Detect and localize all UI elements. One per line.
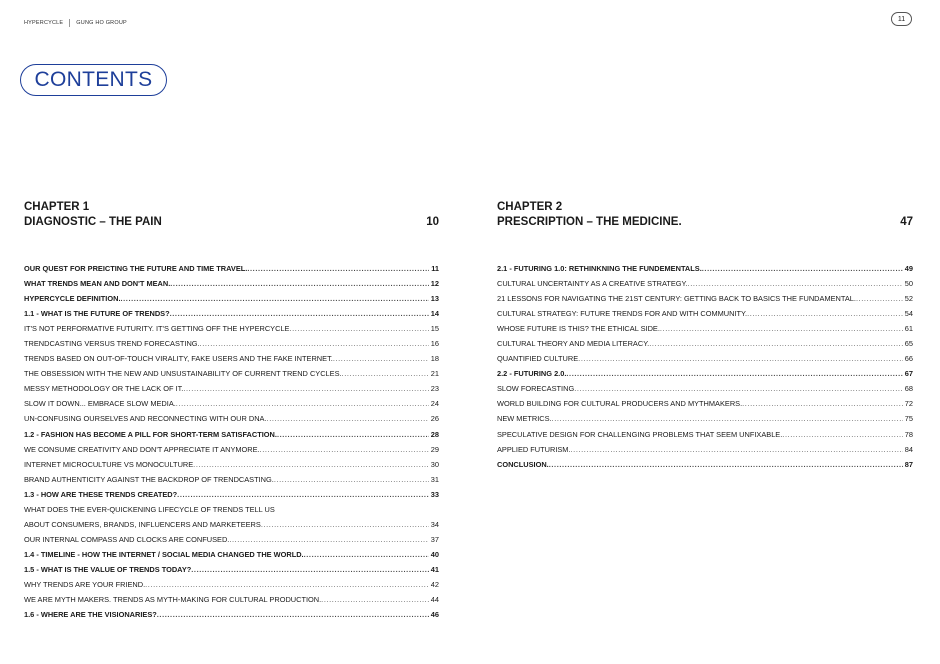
toc-entry[interactable]	[24, 399, 439, 414]
toc-entry-page: 78	[904, 429, 913, 439]
dot-leader	[574, 384, 903, 393]
chapter-2-page: 47	[900, 216, 913, 228]
toc-entry[interactable]	[24, 309, 439, 324]
toc-entry-page: 44	[430, 595, 439, 605]
toc-entry-page: 42	[430, 579, 439, 589]
header-divider	[69, 19, 70, 27]
toc-entry[interactable]	[497, 414, 913, 429]
toc-entry-title: 1.3 - HOW ARE THESE TRENDS CREATED?	[24, 489, 178, 499]
toc-entry[interactable]	[497, 324, 913, 339]
toc-entry-title: IT'S NOT PERFORMATIVE FUTURITY. IT'S GETTING OFF THE HYPERCYCLE	[24, 324, 290, 334]
toc-entry-title: 21 LESSONS FOR NAVIGATING THE 21ST CENTURY: GETTING BACK TO BASICS THE FUNDAMENTAL.	[497, 294, 856, 304]
dot-leader	[193, 460, 429, 469]
toc-entry[interactable]	[497, 369, 913, 384]
toc-entry-page: 49	[904, 264, 913, 273]
page-title: CONTENTS	[20, 64, 167, 96]
toc-entry-title: WE CONSUME CREATIVITY AND DON'T APPRECIATE IT ANYMORE.	[24, 444, 260, 454]
dot-leader	[170, 309, 429, 318]
toc-entry-page: 13	[430, 294, 439, 304]
dot-leader	[267, 414, 429, 423]
dot-leader	[177, 490, 429, 499]
dot-leader	[742, 399, 903, 408]
toc-entry-title: 1.5 - WHAT IS THE VALUE OF TRENDS TODAY?	[24, 564, 192, 574]
dot-leader	[170, 279, 428, 288]
toc-entry-page: 16	[430, 339, 439, 349]
toc-entry-title: WE ARE MYTH MAKERS. TRENDS AS MYTH-MAKING FOR CULTURAL PRODUCTION.	[24, 595, 322, 605]
toc-entry-title: SPECULATIVE DESIGN FOR CHALLENGING PROBLEMS THAT SEEM UNFIXABLE.	[497, 429, 783, 439]
chapter-2-label: CHAPTER 2	[497, 201, 563, 213]
running-header	[24, 19, 127, 27]
dot-leader	[183, 384, 428, 393]
toc-entry-title: ABOUT CONSUMERS, BRANDS, INFLUENCERS AND MARKETEERS	[24, 519, 261, 529]
toc-entry-title: BRAND AUTHENTICITY AGAINST THE BACKDROP OF TRENDCASTING.	[24, 474, 274, 484]
toc-entry[interactable]	[24, 505, 439, 520]
toc-entry-page: 40	[430, 549, 439, 559]
toc-entry-page: 12	[430, 279, 439, 289]
dot-leader	[121, 294, 429, 303]
dot-leader	[176, 399, 429, 408]
toc-entry-title: HYPERCYCLE DEFINITION.	[24, 294, 121, 304]
toc-entry[interactable]	[497, 460, 913, 475]
toc-entry-page: 87	[904, 459, 913, 469]
dot-leader	[552, 414, 903, 423]
page-number: 11	[891, 12, 912, 26]
toc-entry-page: 52	[904, 294, 913, 304]
toc-entry[interactable]	[497, 294, 913, 309]
toc-entry[interactable]	[497, 279, 913, 294]
toc-entry-page: 34	[430, 519, 439, 529]
dot-leader	[157, 610, 429, 619]
toc-entry-page: 41	[430, 564, 439, 574]
toc-entry-title: WORLD BUILDING FOR CULTURAL PRODUCERS AND MYTHMAKERS.	[497, 399, 743, 409]
chapter-2-toc	[497, 264, 913, 475]
dot-leader	[260, 445, 429, 454]
toc-entry-page: 61	[904, 324, 913, 334]
dot-leader	[747, 309, 903, 318]
toc-entry-title: OUR QUEST FOR PREICTING THE FUTURE AND TIME TRAVEL.	[24, 264, 248, 273]
toc-entry-title: APPLIED FUTURISM.	[497, 444, 571, 454]
toc-entry-title: THE OBSESSION WITH THE NEW AND UNSUSTAINABILITY OF CURRENT TREND CYCLES.	[24, 369, 342, 379]
toc-entry[interactable]	[24, 369, 439, 384]
toc-entry-title: SLOW IT DOWN... EMBRACE SLOW MEDIA.	[24, 399, 176, 409]
toc-entry[interactable]	[24, 294, 439, 309]
dot-leader	[702, 264, 903, 273]
toc-entry-page: 24	[430, 399, 439, 409]
toc-entry-title: TRENDCASTING VERSUS TREND FORECASTING.	[24, 339, 200, 349]
dot-leader	[342, 369, 429, 378]
toc-entry[interactable]	[24, 430, 439, 445]
dot-leader	[200, 339, 429, 348]
toc-entry-page: 30	[430, 459, 439, 469]
toc-entry[interactable]	[24, 339, 439, 354]
toc-entry[interactable]	[24, 550, 439, 565]
toc-entry-page: 72	[904, 399, 913, 409]
dot-leader	[229, 535, 428, 544]
toc-entry[interactable]	[497, 264, 913, 279]
toc-entry[interactable]	[497, 339, 913, 354]
toc-entry[interactable]	[24, 279, 439, 294]
toc-entry[interactable]	[24, 520, 439, 535]
chapter-2-heading	[497, 215, 913, 229]
dot-leader	[274, 475, 429, 484]
toc-entry-title: QUANTIFIED CULTURE	[497, 354, 579, 364]
toc-entry-page: 21	[430, 369, 439, 379]
chapter-1-page: 10	[426, 216, 439, 228]
chapter-2-title: PRESCRIPTION – THE MEDICINE.	[497, 216, 682, 228]
dot-leader	[277, 430, 429, 439]
toc-entry-title: CULTURAL UNCERTAINTY AS A CREATIVE STRATEGY.	[497, 279, 688, 289]
toc-entry-title: 1.4 - TIMELINE - HOW THE INTERNET / SOCIAL MEDIA CHANGED THE WORLD.	[24, 549, 304, 559]
toc-entry[interactable]	[497, 399, 913, 414]
toc-entry[interactable]	[24, 595, 439, 610]
toc-entry-title: 1.6 - WHERE ARE THE VISIONARIES?	[24, 610, 157, 620]
toc-entry-page: 54	[904, 309, 913, 319]
dot-leader	[247, 264, 429, 273]
toc-entry[interactable]	[24, 535, 439, 550]
toc-entry-title: 1.2 - FASHION HAS BECOME A PILL FOR SHORT-TERM SATISFACTION.	[24, 429, 277, 439]
toc-entry-page: 31	[430, 474, 439, 484]
toc-entry-title: 1.1 - WHAT IS THE FUTURE OF TRENDS?	[24, 309, 170, 319]
toc-entry[interactable]	[497, 354, 913, 369]
dot-leader	[688, 279, 903, 288]
toc-entry[interactable]	[24, 580, 439, 595]
dot-leader	[191, 565, 429, 574]
toc-entry-page: 26	[430, 414, 439, 424]
chapter-1-label: CHAPTER 1	[24, 201, 90, 213]
toc-entry-page: 50	[904, 279, 913, 289]
toc-entry-title: NEW METRICS.	[497, 414, 552, 424]
toc-entry-title: CULTURAL STRATEGY: FUTURE TRENDS FOR AND WITH COMMUNITY.	[497, 309, 748, 319]
toc-entry-title: SLOW FORECASTING	[497, 384, 575, 394]
toc-entry[interactable]	[497, 445, 913, 460]
toc-entry-page: 33	[430, 489, 439, 499]
chapter-2-column	[497, 200, 913, 469]
dot-leader	[321, 595, 429, 604]
toc-entry[interactable]	[24, 264, 439, 279]
toc-entry-title: INTERNET MICROCULTURE VS MONOCULTURE	[24, 459, 194, 469]
dot-leader	[856, 294, 903, 303]
toc-entry-title: WHOSE FUTURE IS THIS? THE ETHICAL SIDE.	[497, 324, 660, 334]
toc-entry-page: 66	[904, 354, 913, 364]
toc-entry[interactable]	[24, 565, 439, 580]
toc-entry-title: 2.1 - FUTURING 1.0: RETHINKNING THE FUNDEMENTALS.	[497, 264, 702, 273]
dot-leader	[578, 354, 903, 363]
toc-entry-title: CULTURAL THEORY AND MEDIA LITERACY.	[497, 339, 650, 349]
dot-leader	[566, 369, 902, 378]
toc-entry[interactable]	[497, 309, 913, 324]
dot-leader	[145, 580, 429, 589]
toc-entry[interactable]	[24, 384, 439, 399]
dot-leader	[261, 520, 429, 529]
toc-entry-title: 2.2 - FUTURING 2.0.	[497, 369, 567, 379]
toc-entry-title: WHY TRENDS ARE YOUR FRIEND.	[24, 579, 146, 589]
toc-entry-page: 15	[430, 324, 439, 334]
toc-entry[interactable]	[24, 354, 439, 369]
toc-entry[interactable]	[24, 460, 439, 475]
chapter-1-column	[24, 200, 439, 620]
toc-entry-title: TRENDS BASED ON OUT-OF-TOUCH VIRALITY, FAKE USERS AND THE FAKE INTERNET.	[24, 354, 333, 364]
dot-leader	[290, 324, 429, 333]
toc-entry-page: 75	[904, 414, 913, 424]
toc-entry[interactable]	[24, 414, 439, 429]
toc-entry-page: 23	[430, 384, 439, 394]
dot-leader	[549, 460, 903, 469]
dot-leader	[660, 324, 903, 333]
header-brand: HYPERCYCLE	[24, 20, 64, 26]
toc-entry-page: 37	[430, 534, 439, 544]
toc-entry-page: 65	[904, 339, 913, 349]
header-group: GUNG HO GROUP	[76, 20, 127, 26]
toc-entry-page: 29	[430, 444, 439, 454]
toc-entry-title: MESSY METHODOLOGY OR THE LACK OF IT.	[24, 384, 184, 394]
toc-entry-title: WHAT DOES THE EVER-QUICKENING LIFECYCLE OF TRENDS TELL US	[24, 504, 275, 514]
chapter-1-title: DIAGNOSTIC – THE PAIN	[24, 216, 162, 228]
toc-entry-title: UN-CONFUSING OURSELVES AND RECONNECTING WITH OUR DNA.	[24, 414, 267, 424]
dot-leader	[649, 339, 903, 348]
dot-leader	[782, 430, 902, 439]
toc-entry-title: WHAT TRENDS MEAN AND DON'T MEAN.	[24, 279, 171, 289]
toc-entry[interactable]	[497, 384, 913, 399]
toc-entry[interactable]	[24, 610, 439, 625]
toc-entry[interactable]	[24, 490, 439, 505]
toc-entry[interactable]	[497, 430, 913, 445]
toc-entry[interactable]	[24, 324, 439, 339]
toc-entry-page: 11	[431, 264, 439, 273]
toc-entry-page: 46	[430, 610, 439, 620]
dot-leader	[571, 445, 903, 454]
toc-entry-page: 84	[904, 444, 913, 454]
toc-entry-page: 18	[430, 354, 439, 364]
toc-entry[interactable]	[24, 445, 439, 460]
toc-entry-page: 28	[430, 429, 439, 439]
toc-entry-page: 68	[904, 384, 913, 394]
chapter-1-toc	[24, 264, 439, 625]
chapter-1-heading	[24, 215, 439, 229]
toc-entry-page: 14	[430, 309, 439, 319]
toc-entry-page: 67	[904, 369, 913, 379]
dot-leader	[304, 550, 429, 559]
toc-entry[interactable]	[24, 475, 439, 490]
toc-entry-title: OUR INTERNAL COMPASS AND CLOCKS ARE CONFUSED.	[24, 534, 230, 544]
toc-entry-title: CONCLUSION.	[497, 459, 549, 469]
dot-leader	[333, 354, 429, 363]
